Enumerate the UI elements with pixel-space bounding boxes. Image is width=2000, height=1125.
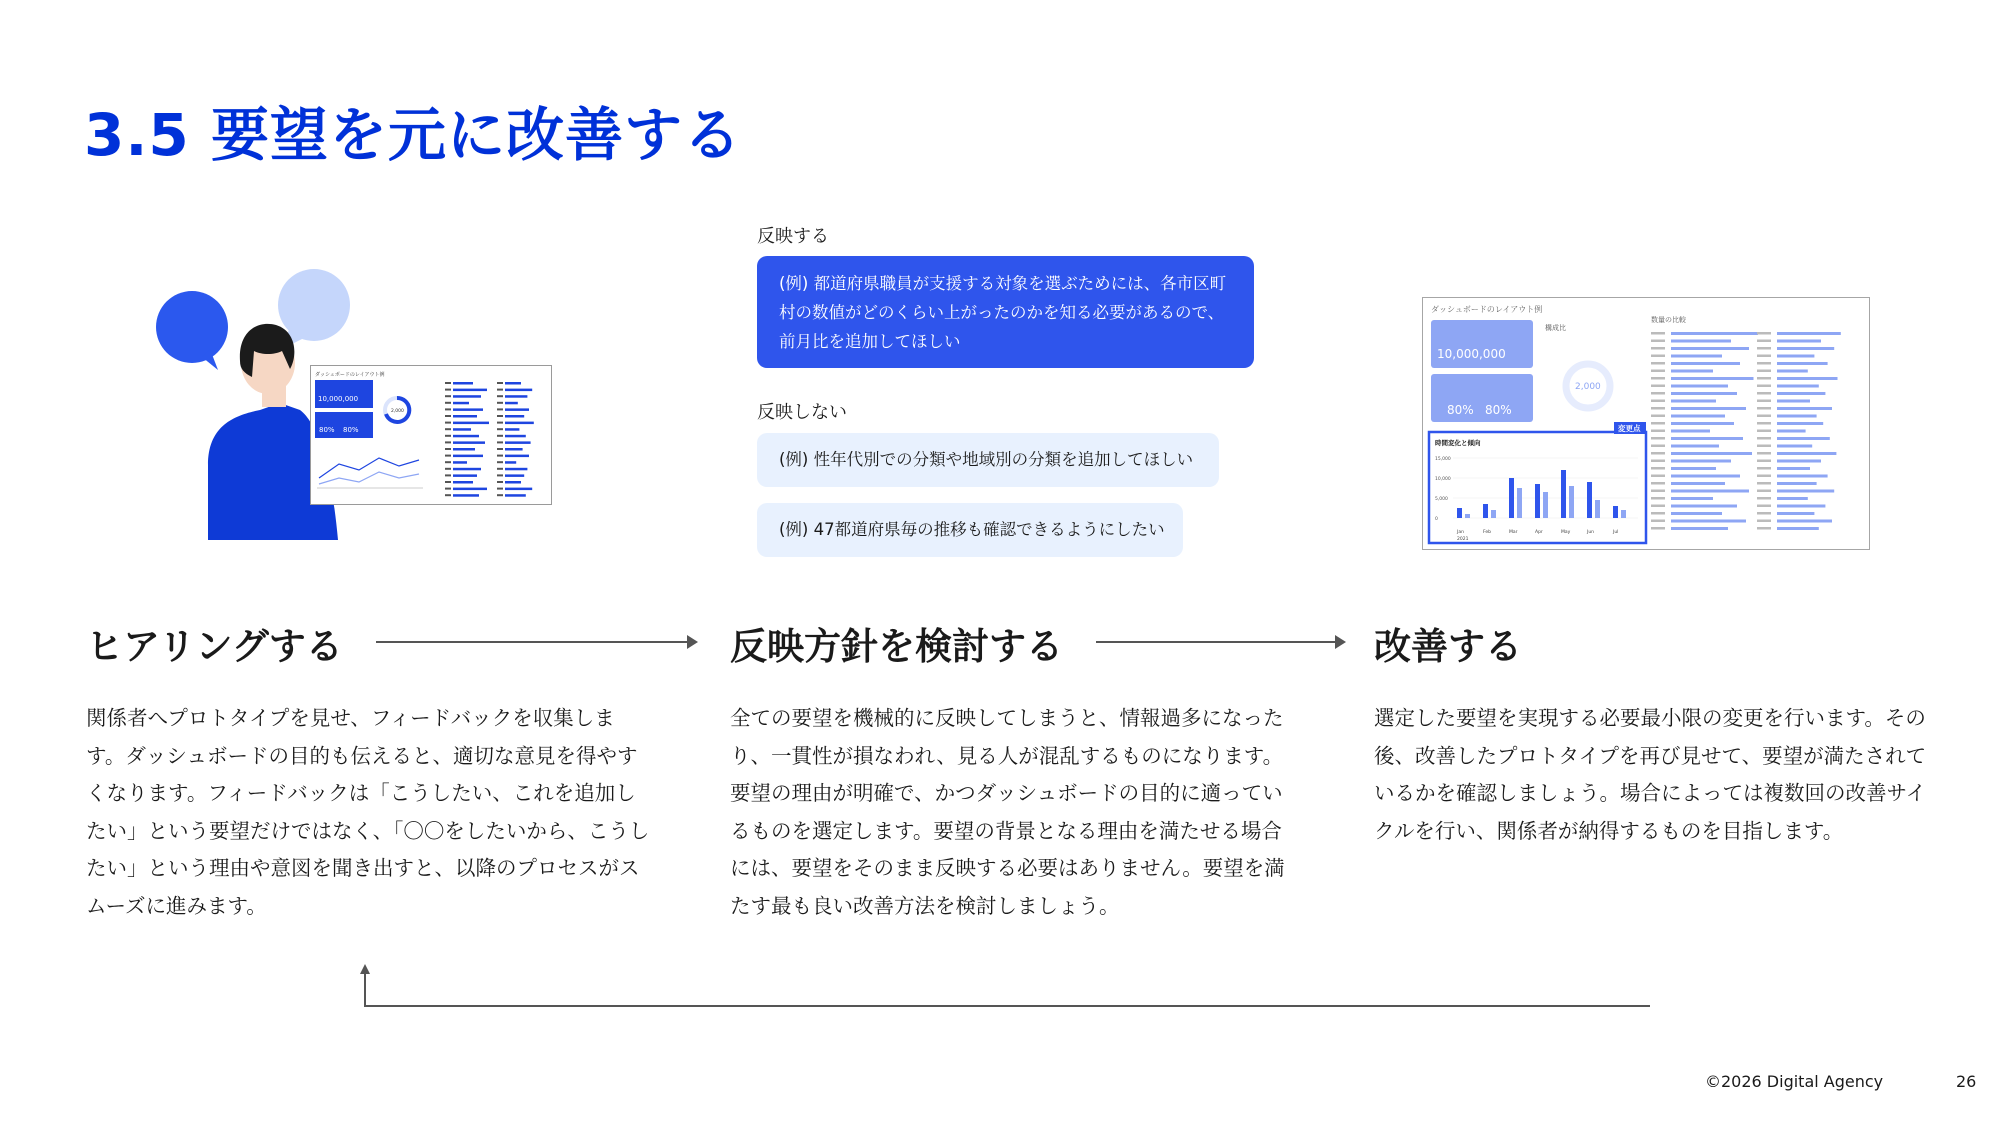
rank-bar: [1777, 437, 1830, 440]
trend-bar: [1595, 500, 1600, 518]
not-reflect-example-bubble: (例) 性年代別での分類や地域別の分類を追加してほしい: [757, 433, 1219, 487]
mini-rank-label: [497, 408, 503, 410]
rank-bar: [1671, 467, 1716, 470]
trend-x-tick: Jan: [1457, 530, 1464, 535]
step-heading-improve: 改善する: [1374, 625, 1522, 668]
rank-bar: [1671, 422, 1734, 425]
trend-x-tick: Apr: [1535, 530, 1543, 535]
mini-rank-label: [445, 468, 451, 470]
rank-bar: [1671, 355, 1722, 358]
rank-bar: [1671, 430, 1710, 433]
rank-bar: [1671, 415, 1725, 418]
rank-bar: [1671, 497, 1713, 500]
rank-label: [1651, 347, 1665, 350]
mini-rank-bar: [505, 481, 521, 484]
mini-rank-label: [445, 408, 451, 410]
dashboard-title: ダッシュボードのレイアウト例: [1431, 305, 1543, 314]
rank-bar: [1777, 392, 1825, 395]
rank-label: [1651, 497, 1665, 500]
footer-copyright: ©2026 Digital Agency: [1705, 1072, 1884, 1091]
rank-label: [1651, 512, 1665, 515]
mini-rank-label: [445, 488, 451, 490]
mini-rank-label: [497, 448, 503, 450]
mini-ranking-bars: [445, 382, 534, 497]
trend-bar: [1491, 510, 1496, 518]
rank-bar: [1671, 460, 1731, 463]
rank-bar: [1671, 377, 1754, 380]
mini-rank-label: [445, 415, 451, 417]
mini-rank-bar: [453, 402, 469, 405]
mini-rank-label: [497, 468, 503, 470]
mini-rank-bar: [453, 468, 481, 471]
rank-bar: [1777, 467, 1810, 470]
rank-bar: [1777, 512, 1814, 515]
mini-rank-label: [445, 422, 451, 424]
rank-bar: [1671, 340, 1731, 343]
reflect-label: 反映する: [757, 226, 829, 247]
mini-rank-label: [497, 389, 503, 391]
rank-label: [1757, 415, 1771, 418]
rank-bar: [1777, 377, 1838, 380]
mini-rank-bar: [453, 395, 481, 398]
trend-y-tick: 15,000: [1435, 457, 1451, 462]
mini-rank-label: [497, 474, 503, 476]
hearing-illustration: [150, 265, 560, 550]
mini-dashboard-svg: [311, 366, 551, 504]
mini-rank-label: [497, 441, 503, 443]
step-body-policy: 全ての要望を機械的に反映してしまうと、情報過多になったり、一貫性が損なわれ、見る人が混乱するものになります。要望の理由が明確で、かつダッシュボードの目的に適っているものを選定します。要望の背景となる理由を満たせる場合には、要望をそのまま反映する必要はありません。要望を満たす最も良い改善方法を検討しましょう。: [730, 706, 1285, 918]
mini-rank-label: [445, 435, 451, 437]
mini-rank-bar: [505, 428, 519, 431]
rank-label: [1757, 512, 1771, 515]
trend-bar: [1621, 510, 1626, 518]
trend-label: 時間変化と傾向: [1435, 439, 1481, 447]
rank-bar: [1777, 430, 1806, 433]
rank-bar: [1671, 482, 1725, 485]
rank-bar: [1777, 332, 1841, 335]
trend-bar: [1543, 492, 1548, 518]
mini-rank-bar: [505, 408, 529, 411]
mini-kpi-pct-1: 80%: [319, 426, 335, 434]
rank-label: [1757, 482, 1771, 485]
rank-bar: [1671, 490, 1749, 493]
trend-bar: [1483, 504, 1488, 518]
trend-year-label: 2021: [1457, 537, 1469, 542]
mini-rank-bar: [453, 435, 479, 438]
rank-label: [1651, 415, 1665, 418]
rank-label: [1651, 490, 1665, 493]
rank-bar: [1777, 415, 1817, 418]
rank-bar: [1777, 497, 1808, 500]
speech-bubble-icon: [156, 291, 228, 370]
mini-rank-label: [445, 382, 451, 384]
rank-label: [1651, 460, 1665, 463]
rank-label: [1757, 490, 1771, 493]
rank-label: [1757, 377, 1771, 380]
rank-bar: [1777, 422, 1823, 425]
mini-rank-label: [497, 481, 503, 483]
rank-label: [1651, 527, 1665, 530]
arrow-right-icon: [376, 641, 696, 643]
rank-label: [1651, 445, 1665, 448]
rank-label: [1651, 407, 1665, 410]
mini-rank-label: [497, 415, 503, 417]
trend-y-tick: 10,000: [1435, 477, 1451, 482]
mini-rank-label: [445, 448, 451, 450]
page-number: 26: [1956, 1072, 1977, 1091]
rank-label: [1757, 467, 1771, 470]
mini-kpi-value: 10,000,000: [318, 395, 359, 403]
rank-label: [1757, 520, 1771, 523]
rank-label: [1757, 332, 1771, 335]
mini-rank-label: [445, 474, 451, 476]
rank-bar: [1777, 460, 1821, 463]
rank-label: [1651, 355, 1665, 358]
rank-label: [1757, 347, 1771, 350]
mini-rank-label: [445, 428, 451, 430]
rank-bar: [1777, 475, 1828, 478]
mini-rank-bar: [505, 395, 527, 398]
rank-bar: [1671, 527, 1728, 530]
mini-rank-bar: [453, 488, 487, 491]
ranking-label: 数量の比較: [1651, 316, 1686, 324]
mini-rank-bar: [453, 382, 473, 385]
rank-label: [1651, 467, 1665, 470]
rank-label: [1757, 475, 1771, 478]
mini-rank-label: [445, 402, 451, 404]
improved-dashboard-preview: [1422, 297, 1870, 550]
rank-label: [1651, 452, 1665, 455]
mini-rank-bar: [453, 461, 467, 464]
rank-label: [1651, 430, 1665, 433]
rank-label: [1757, 392, 1771, 395]
mini-rank-bar: [505, 415, 524, 418]
kpi-value: 10,000,000: [1437, 347, 1506, 361]
rank-label: [1757, 385, 1771, 388]
mini-rank-bar: [505, 468, 527, 471]
mini-rank-label: [497, 422, 503, 424]
mini-rank-bar: [505, 488, 532, 491]
rank-bar: [1777, 355, 1814, 358]
rank-bar: [1671, 512, 1722, 515]
rank-label: [1757, 430, 1771, 433]
rank-label: [1651, 392, 1665, 395]
trend-bars: [1457, 470, 1626, 518]
mini-dashboard-title: ダッシュボードのレイアウト例: [315, 372, 385, 378]
mini-rank-bar: [453, 422, 489, 425]
mini-donut-value: 2,000: [391, 409, 404, 414]
rank-bar: [1777, 340, 1821, 343]
trend-x-tick: Mar: [1509, 530, 1518, 535]
rank-label: [1651, 340, 1665, 343]
rank-bar: [1777, 527, 1819, 530]
trend-x-tick: Jul: [1613, 530, 1619, 535]
mini-rank-label: [497, 435, 503, 437]
step-heading-policy: 反映方針を検討する: [730, 625, 1063, 668]
rank-label: [1757, 422, 1771, 425]
step-heading-hearing: ヒアリングする: [86, 625, 343, 668]
loop-back-arrow-icon: [360, 962, 1650, 1010]
kpi-pct-1: 80%: [1447, 403, 1474, 417]
mini-rank-label: [497, 488, 503, 490]
rank-bar: [1777, 445, 1812, 448]
rank-label: [1757, 362, 1771, 365]
rank-bar: [1671, 505, 1737, 508]
change-badge-label: 変更点: [1618, 424, 1641, 433]
improved-dashboard-svg: [1423, 298, 1869, 549]
rank-bar: [1671, 370, 1713, 373]
page-title: 3.5 要望を元に改善する: [84, 101, 742, 169]
mini-rank-bar: [453, 441, 485, 444]
rank-bar: [1671, 385, 1728, 388]
trend-bar: [1561, 470, 1566, 518]
mini-rank-bar: [505, 389, 532, 392]
rank-label: [1651, 370, 1665, 373]
rank-bar: [1777, 370, 1808, 373]
rank-bar: [1777, 482, 1817, 485]
rank-label: [1757, 400, 1771, 403]
rank-label: [1651, 520, 1665, 523]
mini-rank-label: [497, 402, 503, 404]
rank-label: [1757, 437, 1771, 440]
mini-rank-label: [497, 395, 503, 397]
not-reflect-label: 反映しない: [757, 402, 847, 423]
rank-label: [1757, 355, 1771, 358]
rank-bar: [1777, 490, 1834, 493]
rank-bar: [1777, 452, 1836, 455]
mini-rank-label: [497, 382, 503, 384]
mini-rank-label: [497, 494, 503, 496]
mini-dashboard-preview: [310, 365, 552, 505]
rank-label: [1651, 482, 1665, 485]
rank-label: [1651, 475, 1665, 478]
rank-bar: [1671, 347, 1749, 350]
mini-rank-label: [445, 441, 451, 443]
mini-rank-label: [445, 395, 451, 397]
mini-rank-bar: [505, 455, 529, 458]
rank-label: [1757, 527, 1771, 530]
rank-label: [1757, 497, 1771, 500]
mini-rank-bar: [453, 481, 473, 484]
mini-rank-bar: [453, 389, 487, 392]
trend-bar: [1569, 486, 1574, 518]
mini-rank-bar: [505, 382, 521, 385]
mini-rank-bar: [453, 448, 475, 451]
rank-label: [1651, 377, 1665, 380]
mini-rank-bar: [505, 461, 516, 464]
rank-label: [1757, 505, 1771, 508]
rank-label: [1651, 437, 1665, 440]
rank-bar: [1671, 445, 1719, 448]
mini-rank-bar: [453, 428, 471, 431]
rank-bar: [1777, 347, 1834, 350]
mini-rank-label: [445, 389, 451, 391]
rank-label: [1651, 400, 1665, 403]
step-body-hearing: 関係者へプロトタイプを見せ、フィードバックを収集します。ダッシュボードの目的も伝えると、適切な意見を得やすくなります。フィードバックは「こうしたい、これを追加したい」という要望だけではなく、「〇〇をしたいから、こうしたい」という理由や意図を聞き出すと、以降のプロセスがスムーズに進みます。: [86, 706, 650, 918]
trend-bar: [1465, 514, 1470, 518]
rank-bar: [1671, 332, 1758, 335]
rank-bar: [1671, 400, 1716, 403]
mini-rank-bar: [453, 455, 483, 458]
step-body-improve: 選定した要望を実現する必要最小限の変更を行います。その後、改善したプロトタイプを再び見せて、要望が満たされているかを確認しましょう。場合によっては複数回の改善サイクルを行い、関係者が納得するものを目指します。: [1374, 706, 1927, 843]
arrow-right-icon: [1096, 641, 1344, 643]
rank-label: [1651, 385, 1665, 388]
rank-label: [1757, 445, 1771, 448]
mini-rank-label: [445, 455, 451, 457]
not-reflect-example-bubble: (例) 47都道府県毎の推移も確認できるようにしたい: [757, 503, 1183, 557]
rank-label: [1757, 370, 1771, 373]
rank-bar: [1671, 392, 1737, 395]
trend-bar: [1535, 484, 1540, 518]
mini-rank-bar: [453, 474, 477, 477]
rank-label: [1757, 460, 1771, 463]
rank-label: [1651, 422, 1665, 425]
mini-rank-label: [497, 461, 503, 463]
trend-y-tick: 5,000: [1435, 497, 1448, 502]
mini-kpi-pct-2: 80%: [343, 426, 359, 434]
composition-label: 構成比: [1545, 324, 1566, 332]
reflect-example-bubble: (例) 都道府県職員が支援する対象を選ぶためには、各市区町村の数値がどのくらい上がったのかを知る必要があるので、前月比を追加してほしい: [757, 256, 1254, 368]
mini-rank-bar: [453, 415, 477, 418]
mini-rank-bar: [505, 441, 531, 444]
rank-bar: [1777, 385, 1819, 388]
mini-rank-bar: [453, 408, 483, 411]
rank-bar: [1777, 407, 1832, 410]
rank-bar: [1777, 520, 1832, 523]
donut-value: 2,000: [1575, 382, 1601, 392]
ranking-bars: [1651, 332, 1841, 530]
rank-bar: [1671, 475, 1740, 478]
mini-rank-bar: [453, 494, 479, 497]
rank-bar: [1777, 400, 1810, 403]
mini-rank-bar: [505, 435, 526, 438]
trend-y-tick: 0: [1435, 517, 1438, 522]
rank-label: [1757, 407, 1771, 410]
mini-rank-bar: [505, 474, 524, 477]
mini-rank-label: [445, 494, 451, 496]
rank-label: [1757, 340, 1771, 343]
mini-rank-label: [497, 455, 503, 457]
mini-rank-bar: [505, 422, 534, 425]
mini-rank-label: [497, 428, 503, 430]
rank-bar: [1671, 407, 1746, 410]
rank-bar: [1671, 437, 1743, 440]
mini-rank-label: [445, 461, 451, 463]
trend-x-tick: Feb: [1483, 530, 1491, 535]
rank-bar: [1671, 452, 1752, 455]
rank-bar: [1777, 362, 1828, 365]
trend-bar: [1517, 488, 1522, 518]
rank-label: [1651, 332, 1665, 335]
rank-bar: [1777, 505, 1825, 508]
rank-label: [1651, 505, 1665, 508]
trend-bar: [1457, 508, 1462, 518]
trend-bar: [1613, 506, 1618, 518]
rank-bar: [1671, 520, 1746, 523]
trend-x-tick: Jun: [1587, 530, 1595, 535]
trend-bar: [1509, 478, 1514, 518]
mini-rank-bar: [505, 402, 518, 405]
kpi-pct-2: 80%: [1485, 403, 1512, 417]
mini-rank-bar: [505, 494, 526, 497]
rank-label: [1757, 452, 1771, 455]
rank-bar: [1671, 362, 1740, 365]
trend-bar: [1587, 482, 1592, 518]
mini-rank-bar: [505, 448, 523, 451]
rank-label: [1651, 362, 1665, 365]
trend-x-tick: May: [1561, 530, 1571, 535]
mini-rank-label: [445, 481, 451, 483]
